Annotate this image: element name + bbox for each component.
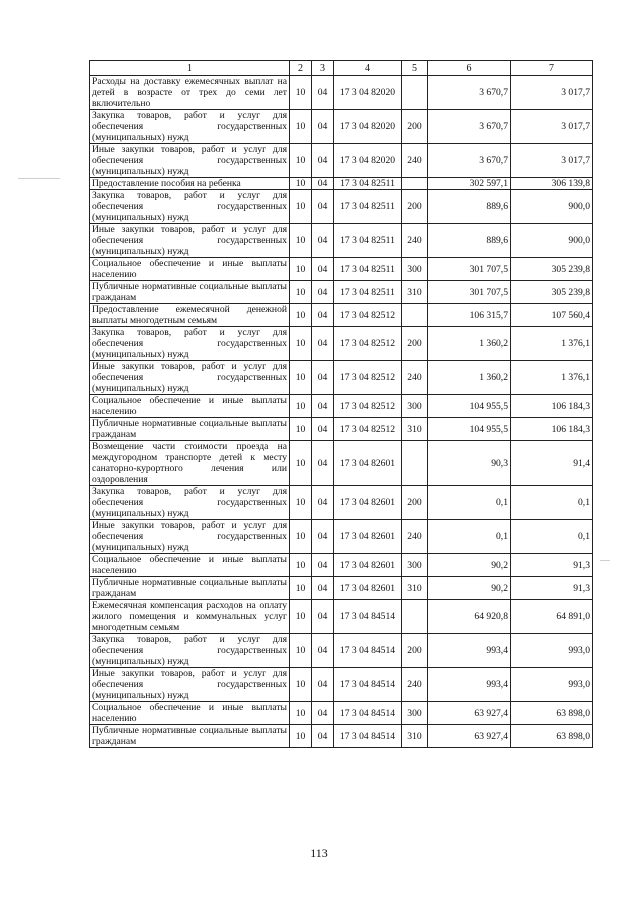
amount-col-7: 993,0 (511, 668, 593, 702)
target-article-code: 17 3 04 82601 (334, 577, 402, 600)
subsection-code: 04 (312, 600, 334, 634)
subsection-code: 04 (312, 520, 334, 554)
amount-col-6: 63 927,4 (428, 725, 511, 748)
table-header-row (90, 61, 593, 76)
section-code: 10 (290, 702, 312, 725)
row-name: Публичные нормативные социальные выплаты гражданам (90, 281, 290, 304)
section-code: 10 (290, 600, 312, 634)
subsection-code: 04 (312, 361, 334, 395)
subsection-code: 04 (312, 258, 334, 281)
expense-type-code (402, 600, 428, 634)
target-article-code: 17 3 04 84514 (334, 702, 402, 725)
row-name: Социальное обеспечение и иные выплаты населению (90, 702, 290, 725)
subsection-code: 04 (312, 327, 334, 361)
amount-col-7: 63 898,0 (511, 725, 593, 748)
table-row (90, 76, 593, 110)
section-code: 10 (290, 178, 312, 190)
subsection-code: 04 (312, 144, 334, 178)
section-code: 10 (290, 361, 312, 395)
section-code: 10 (290, 634, 312, 668)
amount-col-6: 90,2 (428, 577, 511, 600)
column-header: 7 (511, 61, 593, 76)
amount-col-7: 305 239,8 (511, 281, 593, 304)
expense-type-code (402, 304, 428, 327)
subsection-code: 04 (312, 577, 334, 600)
budget-table (89, 60, 593, 748)
table-row (90, 304, 593, 327)
table-row (90, 702, 593, 725)
amount-col-6: 0,1 (428, 520, 511, 554)
subsection-code: 04 (312, 418, 334, 441)
target-article-code: 17 3 04 82511 (334, 224, 402, 258)
table-row (90, 144, 593, 178)
expense-type-code: 240 (402, 668, 428, 702)
subsection-code: 04 (312, 668, 334, 702)
table-row (90, 361, 593, 395)
amount-col-7: 993,0 (511, 634, 593, 668)
row-name: Закупка товаров, работ и услуг для обеспечения государственных (муниципальных) нужд (90, 327, 290, 361)
target-article-code: 17 3 04 82020 (334, 144, 402, 178)
expense-type-code: 200 (402, 327, 428, 361)
target-article-code: 17 3 04 82601 (334, 554, 402, 577)
section-code: 10 (290, 258, 312, 281)
row-name: Иные закупки товаров, работ и услуг для обеспечения государственных (муниципальных) нужд (90, 144, 290, 178)
table-row (90, 600, 593, 634)
amount-col-6: 993,4 (428, 668, 511, 702)
amount-col-7: 107 560,4 (511, 304, 593, 327)
amount-col-6: 3 670,7 (428, 144, 511, 178)
subsection-code: 04 (312, 486, 334, 520)
expense-type-code: 200 (402, 110, 428, 144)
amount-col-7: 0,1 (511, 520, 593, 554)
row-name: Предоставление ежемесячной денежной выплаты многодетным семьям (90, 304, 290, 327)
table-row (90, 418, 593, 441)
amount-col-7: 1 376,1 (511, 361, 593, 395)
row-name: Предоставление пособия на ребенка (90, 178, 290, 190)
section-code: 10 (290, 577, 312, 600)
amount-col-7: 106 184,3 (511, 418, 593, 441)
amount-col-7: 900,0 (511, 224, 593, 258)
expense-type-code (402, 76, 428, 110)
expense-type-code: 200 (402, 190, 428, 224)
expense-type-code: 200 (402, 486, 428, 520)
expense-type-code (402, 178, 428, 190)
table-row (90, 668, 593, 702)
row-name: Ежемесячная компенсация расходов на оплату жилого помещения и коммунальных услуг многодетным семьям (90, 600, 290, 634)
expense-type-code: 240 (402, 144, 428, 178)
amount-col-6: 90,3 (428, 441, 511, 486)
table-row (90, 577, 593, 600)
target-article-code: 17 3 04 82020 (334, 110, 402, 144)
row-name: Иные закупки товаров, работ и услуг для обеспечения государственных (муниципальных) нужд (90, 361, 290, 395)
amount-col-7: 63 898,0 (511, 702, 593, 725)
row-name: Закупка товаров, работ и услуг для обеспечения государственных (муниципальных) нужд (90, 190, 290, 224)
section-code: 10 (290, 520, 312, 554)
amount-col-6: 3 670,7 (428, 76, 511, 110)
section-code: 10 (290, 327, 312, 361)
subsection-code: 04 (312, 110, 334, 144)
target-article-code: 17 3 04 82601 (334, 486, 402, 520)
amount-col-6: 993,4 (428, 634, 511, 668)
table-row (90, 725, 593, 748)
table-row (90, 520, 593, 554)
subsection-code: 04 (312, 441, 334, 486)
expense-type-code: 310 (402, 418, 428, 441)
expense-type-code: 300 (402, 554, 428, 577)
target-article-code: 17 3 04 82512 (334, 361, 402, 395)
target-article-code: 17 3 04 82511 (334, 258, 402, 281)
table-body (90, 76, 593, 748)
section-code: 10 (290, 725, 312, 748)
target-article-code: 17 3 04 84514 (334, 600, 402, 634)
section-code: 10 (290, 224, 312, 258)
row-name: Закупка товаров, работ и услуг для обеспечения государственных (муниципальных) нужд (90, 634, 290, 668)
amount-col-6: 889,6 (428, 190, 511, 224)
expense-type-code: 310 (402, 725, 428, 748)
column-header: 1 (90, 61, 290, 76)
expense-type-code: 240 (402, 361, 428, 395)
section-code: 10 (290, 76, 312, 110)
amount-col-7: 900,0 (511, 190, 593, 224)
subsection-code: 04 (312, 554, 334, 577)
amount-col-7: 91,4 (511, 441, 593, 486)
table-row (90, 554, 593, 577)
table-row (90, 395, 593, 418)
column-header: 6 (428, 61, 511, 76)
section-code: 10 (290, 395, 312, 418)
amount-col-6: 104 955,5 (428, 395, 511, 418)
row-name: Возмещение части стоимости проезда на междугородном транспорте детей к месту санаторно-курортного лечения или оздоровления (90, 441, 290, 486)
expense-type-code: 240 (402, 224, 428, 258)
subsection-code: 04 (312, 304, 334, 327)
target-article-code: 17 3 04 82601 (334, 520, 402, 554)
target-article-code: 17 3 04 82020 (334, 76, 402, 110)
row-name: Иные закупки товаров, работ и услуг для обеспечения государственных (муниципальных) нужд (90, 224, 290, 258)
column-header: 2 (290, 61, 312, 76)
target-article-code: 17 3 04 84514 (334, 725, 402, 748)
column-header: 3 (312, 61, 334, 76)
subsection-code: 04 (312, 634, 334, 668)
section-code: 10 (290, 418, 312, 441)
column-header: 5 (402, 61, 428, 76)
amount-col-7: 106 184,3 (511, 395, 593, 418)
expense-type-code: 310 (402, 577, 428, 600)
expense-type-code: 300 (402, 395, 428, 418)
section-code: 10 (290, 110, 312, 144)
table-row (90, 486, 593, 520)
expense-type-code: 200 (402, 634, 428, 668)
target-article-code: 17 3 04 82601 (334, 441, 402, 486)
row-name: Публичные нормативные социальные выплаты гражданам (90, 725, 290, 748)
amount-col-7: 0,1 (511, 486, 593, 520)
amount-col-6: 64 920,8 (428, 600, 511, 634)
amount-col-6: 3 670,7 (428, 110, 511, 144)
target-article-code: 17 3 04 82511 (334, 190, 402, 224)
table-row (90, 190, 593, 224)
subsection-code: 04 (312, 224, 334, 258)
target-article-code: 17 3 04 82512 (334, 395, 402, 418)
section-code: 10 (290, 554, 312, 577)
row-name: Социальное обеспечение и иные выплаты населению (90, 554, 290, 577)
amount-col-7: 91,3 (511, 554, 593, 577)
subsection-code: 04 (312, 178, 334, 190)
column-header: 4 (334, 61, 402, 76)
target-article-code: 17 3 04 84514 (334, 668, 402, 702)
row-name: Публичные нормативные социальные выплаты гражданам (90, 577, 290, 600)
expense-type-code (402, 441, 428, 486)
row-name: Закупка товаров, работ и услуг для обеспечения государственных (муниципальных) нужд (90, 486, 290, 520)
table-row (90, 258, 593, 281)
page-number: 113 (310, 846, 328, 860)
amount-col-7: 1 376,1 (511, 327, 593, 361)
subsection-code: 04 (312, 702, 334, 725)
target-article-code: 17 3 04 82512 (334, 304, 402, 327)
section-code: 10 (290, 144, 312, 178)
table-row (90, 281, 593, 304)
table-row (90, 110, 593, 144)
section-code: 10 (290, 486, 312, 520)
scan-artifact (18, 178, 60, 179)
amount-col-6: 90,2 (428, 554, 511, 577)
expense-type-code: 240 (402, 520, 428, 554)
amount-col-7: 306 139,8 (511, 178, 593, 190)
subsection-code: 04 (312, 190, 334, 224)
amount-col-7: 64 891,0 (511, 600, 593, 634)
table-row (90, 178, 593, 190)
row-name: Иные закупки товаров, работ и услуг для обеспечения государственных (муниципальных) нужд (90, 520, 290, 554)
target-article-code: 17 3 04 82512 (334, 418, 402, 441)
target-article-code: 17 3 04 82511 (334, 281, 402, 304)
table-row (90, 224, 593, 258)
table-row (90, 634, 593, 668)
amount-col-6: 889,6 (428, 224, 511, 258)
section-code: 10 (290, 281, 312, 304)
row-name: Иные закупки товаров, работ и услуг для обеспечения государственных (муниципальных) нужд (90, 668, 290, 702)
row-name: Закупка товаров, работ и услуг для обеспечения государственных (муниципальных) нужд (90, 110, 290, 144)
table-row (90, 441, 593, 486)
amount-col-6: 301 707,5 (428, 258, 511, 281)
amount-col-6: 0,1 (428, 486, 511, 520)
subsection-code: 04 (312, 395, 334, 418)
amount-col-7: 3 017,7 (511, 144, 593, 178)
amount-col-6: 1 360,2 (428, 327, 511, 361)
amount-col-7: 91,3 (511, 577, 593, 600)
expense-type-code: 310 (402, 281, 428, 304)
section-code: 10 (290, 668, 312, 702)
row-name: Социальное обеспечение и иные выплаты населению (90, 258, 290, 281)
table-row (90, 327, 593, 361)
amount-col-6: 302 597,1 (428, 178, 511, 190)
row-name: Расходы на доставку ежемесячных выплат на детей в возрасте от трех до семи лет включительно (90, 76, 290, 110)
amount-col-7: 3 017,7 (511, 110, 593, 144)
section-code: 10 (290, 441, 312, 486)
row-name: Социальное обеспечение и иные выплаты населению (90, 395, 290, 418)
subsection-code: 04 (312, 725, 334, 748)
amount-col-7: 305 239,8 (511, 258, 593, 281)
section-code: 10 (290, 190, 312, 224)
scan-artifact (600, 560, 610, 561)
subsection-code: 04 (312, 76, 334, 110)
amount-col-6: 106 315,7 (428, 304, 511, 327)
expense-type-code: 300 (402, 258, 428, 281)
amount-col-7: 3 017,7 (511, 76, 593, 110)
subsection-code: 04 (312, 281, 334, 304)
amount-col-6: 1 360,2 (428, 361, 511, 395)
row-name: Публичные нормативные социальные выплаты гражданам (90, 418, 290, 441)
section-code: 10 (290, 304, 312, 327)
amount-col-6: 104 955,5 (428, 418, 511, 441)
expense-type-code: 300 (402, 702, 428, 725)
amount-col-6: 63 927,4 (428, 702, 511, 725)
target-article-code: 17 3 04 82512 (334, 327, 402, 361)
target-article-code: 17 3 04 82511 (334, 178, 402, 190)
target-article-code: 17 3 04 84514 (334, 634, 402, 668)
amount-col-6: 301 707,5 (428, 281, 511, 304)
